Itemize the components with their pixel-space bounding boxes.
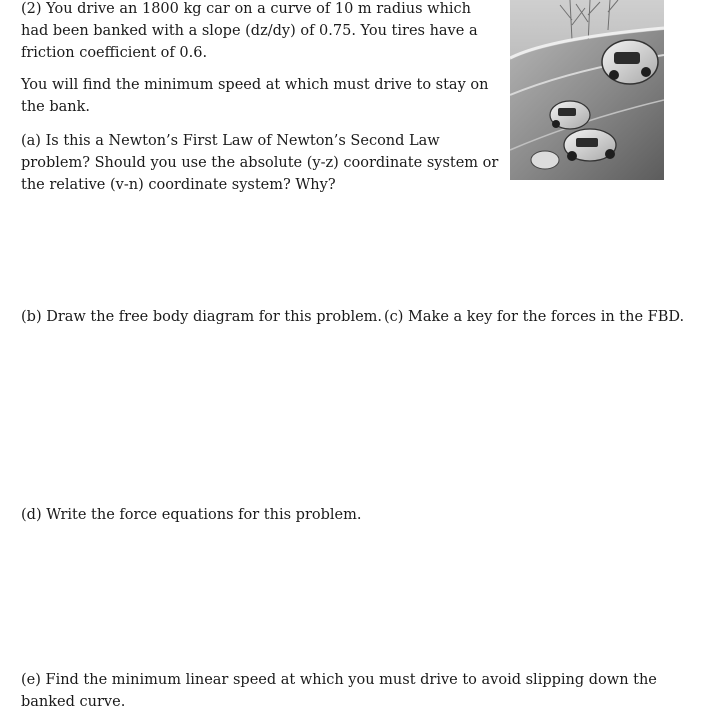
question-b: (b) Draw the free body diagram for this problem.	[21, 309, 383, 325]
question-e: (e) Find the minimum linear speed at which you must drive to avoid slipping down the banked curve.	[21, 672, 657, 710]
problem-intro: (2) You drive an 1800 kg car on a curve of 10 m radius which had been banked with a slope (dz/dy) of 0.75. You tires have a friction coefficient of 0.6.	[21, 1, 478, 61]
question-d: (d) Write the force equations for this problem.	[21, 507, 362, 523]
find-statement: You will find the minimum speed at which must drive to stay on the bank.	[21, 77, 489, 115]
banked-track-cars-photo	[510, 0, 664, 180]
question-c: (c) Make a key for the forces in the FBD.	[384, 309, 685, 325]
question-a: (a) Is this a Newton’s First Law of Newton’s Second Law problem? Should you use the absolute (y-z) coordinate system or the relative (v-n) coordinate system? Why?	[21, 133, 499, 193]
